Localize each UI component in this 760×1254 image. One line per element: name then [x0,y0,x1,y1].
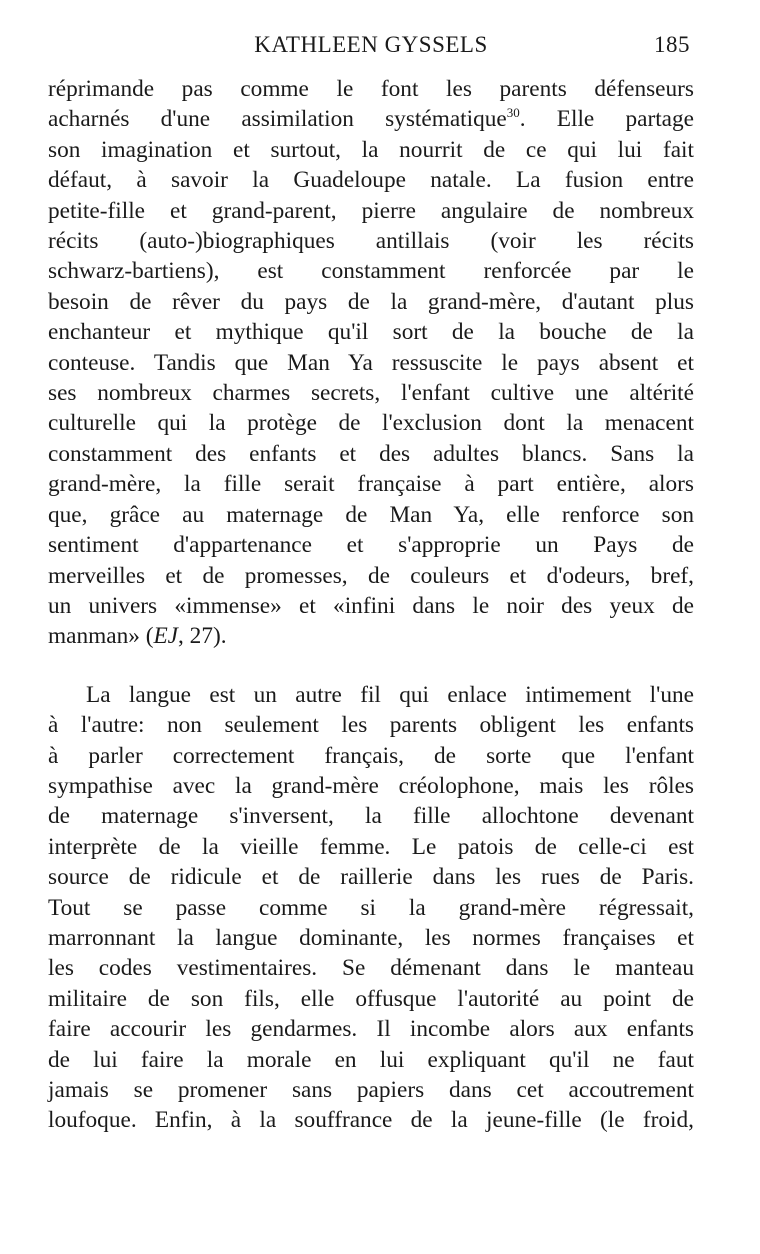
text-line [48,832,694,862]
line-text: faire accourir les gendarmes. Il incombe alors aux enfants [48,1016,694,1043]
line-text: récits (auto-)biographiques antillais (voir les récits [48,228,694,255]
text-line [48,710,694,740]
text-line [48,226,694,256]
line-text: enchanteur et mythique qu'il sort de la bouche de la [48,319,694,346]
text-line [48,439,694,469]
line-text: grand-mère, la fille serait française à part entière, alors [48,471,694,498]
line-text: source de ridicule et de raillerie dans les rues de Paris. [48,864,694,891]
paragraph [48,680,694,1136]
line-text: , 27). [178,623,227,650]
line-text: de maternage s'inversent, la fille allochtone devenant [48,803,694,830]
text-line [48,469,694,499]
text-line [48,135,694,165]
text-line [48,317,694,347]
text-line [48,1105,694,1135]
text-line [48,621,694,651]
work-abbreviation: EJ [153,623,179,650]
line-text: défaut, à savoir la Guadeloupe natale. La fusion entre [48,167,694,194]
paragraph [48,74,694,652]
running-head-author: KATHLEEN GYSSELS [254,32,488,57]
text-line [48,862,694,892]
line-text: constamment des enfants et des adultes blancs. Sans la [48,440,694,467]
text-line [48,741,694,771]
line-text: merveilles et de promesses, de couleurs et d'odeurs, bref, [48,562,694,589]
text-line [48,74,694,104]
line-text: sympathise avec la grand-mère créolophone, mais les rôles [48,772,694,799]
text-line [48,801,694,831]
text-line [48,530,694,560]
text-line [48,1075,694,1105]
line-text: La langue est un autre fil qui enlace intimement l'une [86,681,694,708]
line-text: que, grâce au maternage de Man Ya, elle renforce son [48,501,694,528]
text-line [48,680,694,710]
line-text: à parler correctement français, de sorte que l'enfant [48,742,694,769]
line-text: acharnés d'une assimilation systématique [48,106,507,133]
line-text: militaire de son fils, elle offusque l'autorité au point de [48,985,694,1012]
text-line [48,591,694,621]
line-text: culturelle qui la protège de l'exclusion dont la menacent [48,410,694,437]
line-text: sentiment d'appartenance et s'approprie un Pays de [48,532,694,559]
text-line [48,104,694,134]
line-text: marronnant la langue dominante, les normes françaises et [48,924,694,951]
text-line [48,196,694,226]
line-text: à l'autre: non seulement les parents obligent les enfants [48,712,694,739]
text-line [48,348,694,378]
text-line [48,378,694,408]
text-line [48,953,694,983]
text-line [48,893,694,923]
text-line [48,771,694,801]
text-line [48,408,694,438]
text-line [48,256,694,286]
text-line [48,561,694,591]
line-text: de lui faire la morale en lui expliquant qu'il ne faut [48,1046,694,1073]
body-text [48,74,694,1136]
line-text: un univers «immense» et «infini dans le noir des yeux de [48,592,694,619]
line-text: . Elle partage [519,106,694,133]
running-head [48,28,694,74]
text-line [48,165,694,195]
text-line [48,1045,694,1075]
text-line [48,923,694,953]
line-text: réprimande pas comme le font les parents défenseurs [48,76,694,102]
line-text: besoin de rêver du pays de la grand-mère, d'autant plus [48,288,694,315]
line-text: interprète de la vieille femme. Le patois de celle-ci est [48,833,694,860]
line-text: ses nombreux charmes secrets, l'enfant cultive une altérité [48,380,694,407]
book-page [48,28,694,1136]
line-text: loufoque. Enfin, à la souffrance de la jeune-fille (le froid, [48,1107,694,1134]
line-text: Tout se passe comme si la grand-mère régressait, [48,894,694,921]
line-text: manman» ( [48,623,154,650]
line-text: conteuse. Tandis que Man Ya ressuscite le pays absent et [48,349,694,376]
page-number: 185 [654,32,690,57]
line-text: son imagination et surtout, la nourrit de ce qui lui fait [48,136,694,163]
text-line [48,500,694,530]
line-text: petite-fille et grand-parent, pierre angulaire de nombreux [48,197,694,224]
line-text: jamais se promener sans papiers dans cet accoutrement [48,1077,694,1103]
text-line [48,1014,694,1044]
footnote-marker[interactable]: 30 [506,105,520,121]
line-text: schwarz-bartiens), est constamment renforcée par le [48,258,694,285]
line-text: les codes vestimentaires. Se démenant dans le manteau [48,955,694,982]
text-line [48,984,694,1014]
text-line [48,287,694,317]
